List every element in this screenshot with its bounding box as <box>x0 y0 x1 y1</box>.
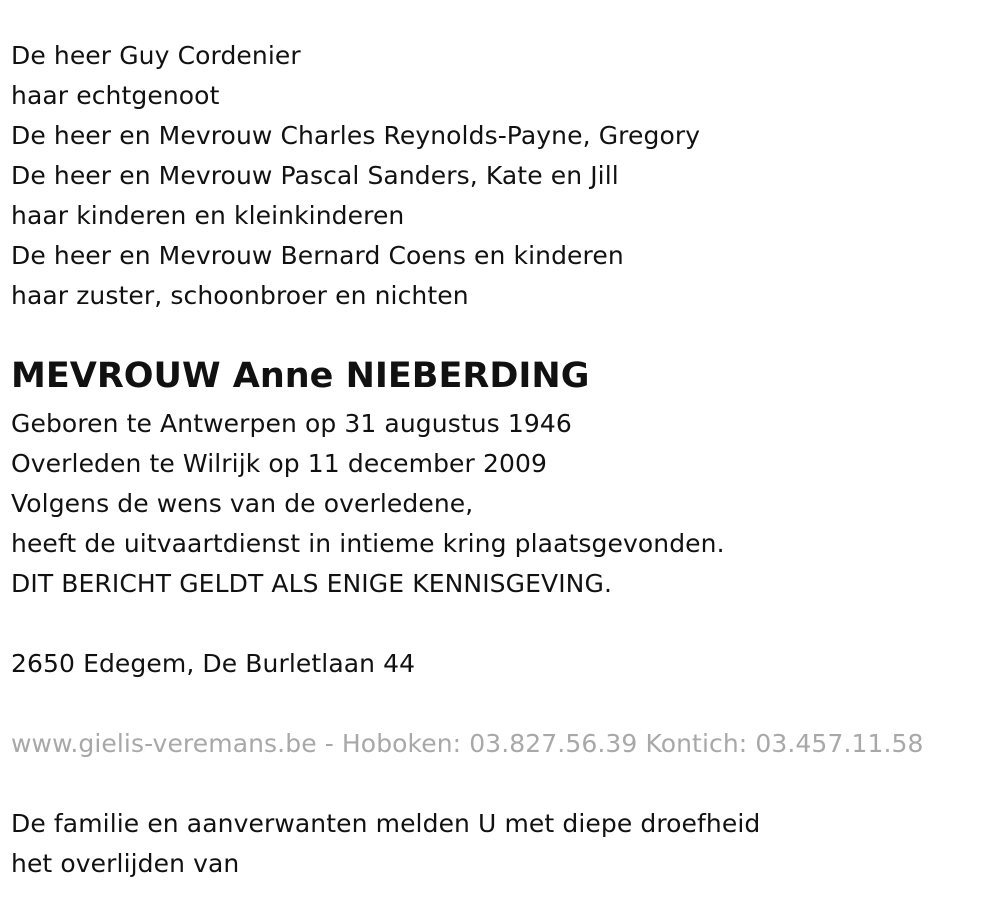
deceased-name: MEVROUW Anne NIEBERDING <box>11 356 590 396</box>
family-line: De heer en Mevrouw Charles Reynolds-Payne, Gregory <box>11 121 701 150</box>
family-line: De heer en Mevrouw Pascal Sanders, Kate en Jill <box>11 161 619 190</box>
family-line: haar echtgenoot <box>11 81 220 110</box>
family-line: De heer en Mevrouw Bernard Coens en kinderen <box>11 241 624 270</box>
closing-line: het overlijden van <box>11 849 240 878</box>
family-line: haar kinderen en kleinkinderen <box>11 201 405 230</box>
address: 2650 Edegem, De Burletlaan 44 <box>11 649 416 678</box>
notice-statement: DIT BERICHT GELDT ALS ENIGE KENNISGEVING. <box>11 569 612 598</box>
birth-detail: Geboren te Antwerpen op 31 augustus 1946 <box>11 409 572 438</box>
family-line: haar zuster, schoonbroer en nichten <box>11 281 469 310</box>
death-detail: Overleden te Wilrijk op 11 december 2009 <box>11 449 547 478</box>
service-detail: heeft de uitvaartdienst in intieme kring plaatsgevonden. <box>11 529 725 558</box>
closing-line: De familie en aanverwanten melden U met diepe droefheid <box>11 809 761 838</box>
wish-detail: Volgens de wens van de overledene, <box>11 489 474 518</box>
family-line: De heer Guy Cordenier <box>11 41 301 70</box>
funeral-home-contact: www.gielis-veremans.be - Hoboken: 03.827.56.39 Kontich: 03.457.11.58 <box>11 729 924 758</box>
